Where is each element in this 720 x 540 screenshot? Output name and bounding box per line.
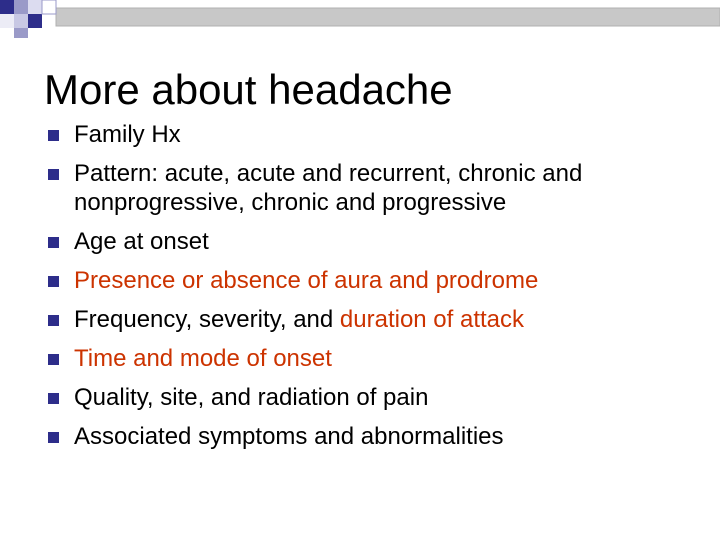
bullet-text: Frequency, severity, and	[74, 306, 340, 333]
square-bullet-icon	[48, 393, 59, 404]
square-bullet-icon	[48, 354, 59, 365]
bullet-list	[48, 120, 708, 461]
list-item	[48, 422, 708, 451]
bullet-text: Pattern: acute, acute and recurrent, chronic and nonprogressive, chronic and progressive	[74, 160, 583, 216]
list-item	[48, 305, 708, 334]
list-item	[48, 266, 708, 295]
list-item	[48, 227, 708, 256]
list-item	[48, 159, 708, 217]
bullet-text: Quality, site, and radiation of pain	[74, 384, 429, 411]
bullet-text: Age at onset	[74, 228, 209, 255]
bullet-text-highlight: duration of attack	[339, 306, 525, 333]
square-bullet-icon	[48, 169, 59, 180]
slide-title: More about headache	[44, 66, 453, 113]
bullet-text: Family Hx	[74, 121, 181, 148]
square-bullet-icon	[48, 315, 59, 326]
bullet-text: Time and mode of onset	[74, 345, 332, 372]
square-bullet-icon	[48, 237, 59, 248]
square-bullet-icon	[48, 276, 59, 287]
list-item	[48, 120, 708, 149]
list-item	[48, 383, 708, 412]
list-item	[48, 344, 708, 373]
bullet-text: Associated symptoms and abnormalities	[74, 423, 504, 450]
header-decoration	[0, 0, 720, 40]
bullet-text: Presence or absence of aura and prodrome	[74, 267, 539, 294]
square-bullet-icon	[48, 432, 59, 443]
square-bullet-icon	[48, 130, 59, 141]
